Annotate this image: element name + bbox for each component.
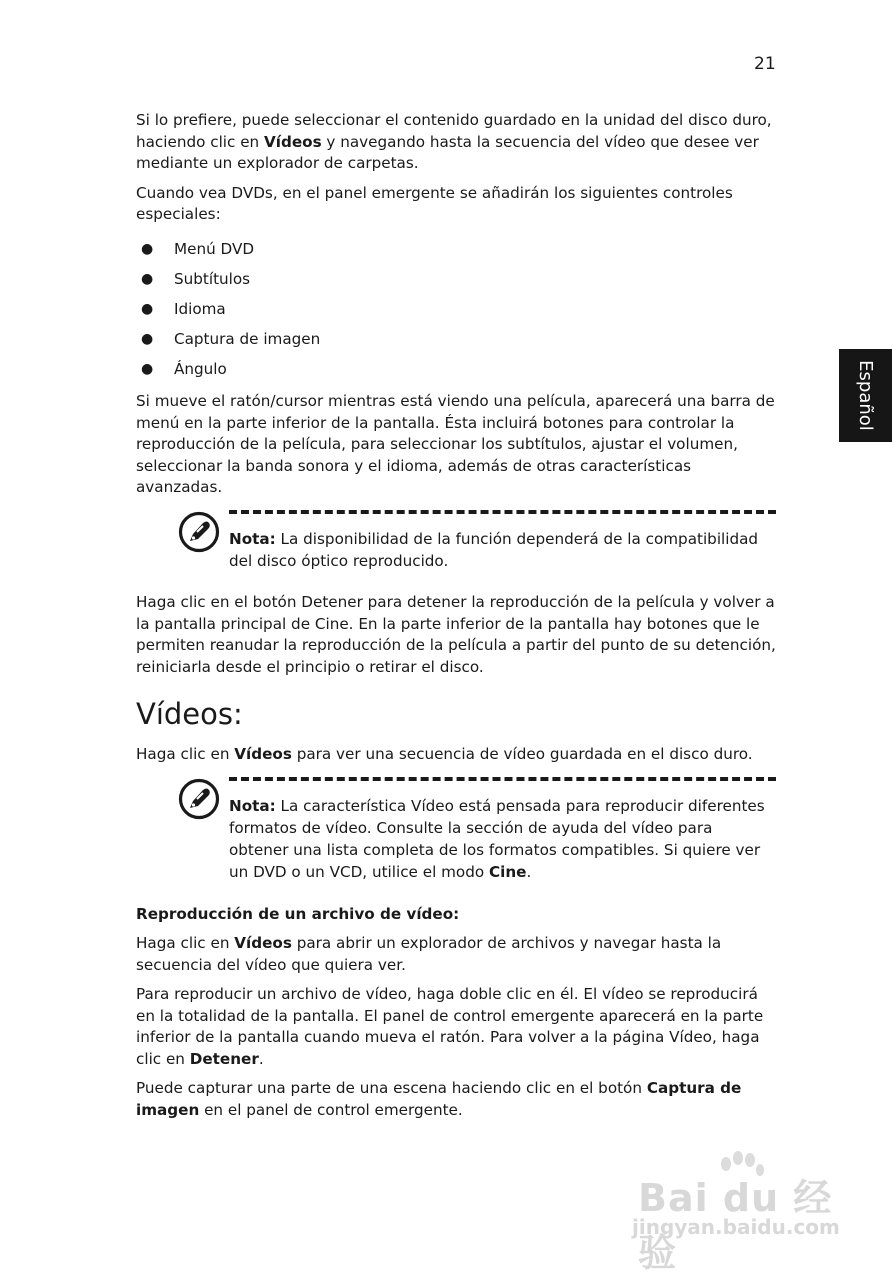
language-tab-label: Español [855,360,877,431]
list-item [136,294,776,324]
bold-text: Vídeos [234,933,292,952]
text-run: y navegando hasta la secuencia del vídeo que desee ver mediante un explorador de carpetas. [136,132,759,173]
menu-bar-section [136,391,776,499]
list-item [136,354,776,384]
playback-section [136,933,776,1122]
intro-section [136,110,776,226]
subsection-heading: Reproducción de un archivo de vídeo: [136,904,460,923]
note-text [229,528,776,572]
paragraph [136,183,776,226]
bold-text: Vídeos [264,132,322,151]
note-text [229,795,776,883]
text-run: Cuando vea DVDs, en el panel emergente se añadirán los siguientes controles especiales: [136,183,733,224]
text-run: Haga clic en [136,933,235,952]
bold-text: Vídeos [234,745,292,764]
bullet-icon: ● [141,360,154,377]
page-content [136,110,776,1130]
paragraph [136,1078,776,1121]
dvd-controls-list [136,234,776,384]
list-item [136,324,776,354]
bullet-icon: ● [141,300,154,317]
bullet-icon: ● [141,240,154,257]
bullet-icon: ● [141,270,154,287]
text-run: Puede capturar una parte de una escena haciendo clic en el botón [136,1079,647,1098]
watermark-url: jingyan.baidu.com [632,1215,840,1239]
language-tab [839,349,892,442]
text-run: La característica Vídeo está pensada para reproducir diferentes formatos de vídeo. Consulte la sección de ayuda del vídeo para obtener una lista completa de los formatos compatibles. Si quiere ver un DVD o un VCD, utilice el modo [229,796,765,881]
bold-text: Cine [488,862,527,881]
bullet-icon: ● [141,330,154,347]
text-run: Si lo prefiere, puede seleccionar el contenido guardado en la unidad del disco duro, haciendo clic en [136,111,772,151]
text-run: . [526,862,532,881]
note-box [136,777,776,883]
list-item-label: Idioma [174,299,226,318]
paragraph [136,592,776,678]
paragraph [136,110,776,175]
baidu-watermark [632,1150,862,1275]
text-run: para abrir un explorador de archivos y navegar hasta la secuencia del vídeo que quiera ver. [136,933,722,974]
pen-note-icon [178,511,220,553]
list-item-label: Captura de imagen [174,329,321,348]
dashed-divider [229,510,776,514]
text-run: Haga clic en [136,745,235,764]
text-run: para ver una secuencia de vídeo guardada en el disco duro. [291,745,753,764]
stop-section [136,592,776,678]
text-run: La disponibilidad de la función dependerá de la compatibilidad del disco óptico reproducido. [229,529,759,570]
dashed-divider [229,777,776,781]
text-run: Si mueve el ratón/cursor mientras está viendo una película, aparecerá una barra de menú en la parte inferior de la pantalla. Ésta incluirá botones para controlar la reproducción de la película, para seleccionar los subtítulos, ajustar el volumen, seleccionar la banda sonora y el idioma, además de otras características avanzadas. [136,391,775,497]
paragraph [136,984,776,1070]
list-item-label: Ángulo [174,359,227,378]
page-number: 21 [754,54,776,74]
list-item-label: Subtítulos [174,269,251,288]
watermark-logo: Bai du 经验 [638,1176,833,1275]
bold-text: Captura de imagen [136,1079,742,1120]
text-run: en el panel de control emergente. [199,1101,463,1120]
section-heading: Vídeos: [136,697,243,732]
pen-note-icon [178,778,220,820]
bold-text: Nota: [229,796,276,815]
text-run: Para reproducir un archivo de vídeo, haga doble clic en él. El vídeo se reproducirá en la totalidad de la pantalla. El panel de control emergente aparecerá en la parte inferior de la pantalla cuando mueva el ratón. Para volver a la página Vídeo, haga clic en [136,985,764,1068]
bold-text: Nota: [229,529,276,548]
list-item [136,264,776,294]
list-item [136,234,776,264]
list-item-label: Menú DVD [174,239,255,258]
text-run: Haga clic en el botón Detener para detener la reproducción de la película y volver a la pantalla principal de Cine. En la parte inferior de la pantalla hay botones que le permiten reanudar la reproducción de la película a partir del punto de su detención, reiniciarla desde el principio o retirar el disco. [136,592,776,676]
note-box [136,510,776,572]
text-run: . [258,1049,264,1068]
paragraph [136,744,776,766]
paragraph [136,391,776,499]
paragraph [136,933,776,976]
bold-text: Detener [189,1049,259,1068]
videos-intro [136,744,776,766]
